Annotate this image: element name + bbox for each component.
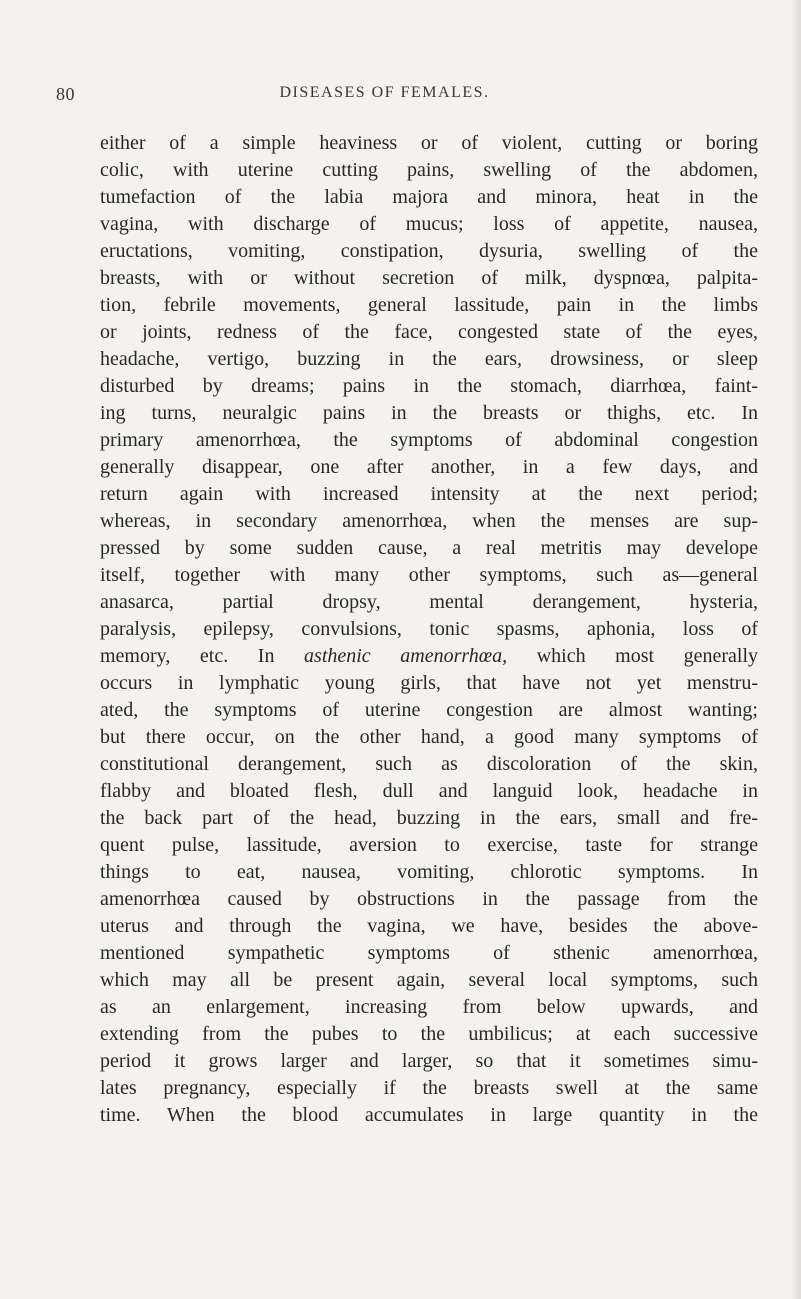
text-line: tumefaction of the labia majora and minora, heat in the bbox=[100, 186, 758, 208]
text-line: amenorrhœa caused by obstructions in the passage from the bbox=[100, 888, 758, 910]
italic-term: asthenic amenorrhœa, bbox=[304, 645, 508, 667]
text-line: period it grows larger and larger, so that it sometimes simu- bbox=[100, 1050, 758, 1072]
text-line: things to eat, nausea, vomiting, chlorotic symptoms. In bbox=[100, 861, 758, 883]
page-number: 80 bbox=[56, 84, 75, 104]
text-line: eructations, vomiting, constipation, dysuria, swelling of the bbox=[100, 240, 758, 262]
text-line: disturbed by dreams; pains in the stomach, diarrhœa, faint- bbox=[100, 375, 758, 397]
running-title: DISEASES OF FEMALES. bbox=[279, 84, 490, 101]
text-line: headache, vertigo, buzzing in the ears, drowsiness, or sleep bbox=[100, 348, 758, 370]
text-line: quent pulse, lassitude, aversion to exercise, taste for strange bbox=[100, 834, 758, 856]
body-text bbox=[100, 130, 758, 1129]
text-line: but there occur, on the other hand, a good many symptoms of bbox=[100, 726, 758, 748]
text-line: flabby and bloated flesh, dull and languid look, headache in bbox=[100, 780, 758, 802]
text-line: constitutional derangement, such as discoloration of the skin, bbox=[100, 753, 758, 775]
text-line: vagina, with discharge of mucus; loss of appetite, nausea, bbox=[100, 213, 758, 235]
text-line: anasarca, partial dropsy, mental derangement, hysteria, bbox=[100, 591, 758, 613]
text-line: time. When the blood accumulates in large quantity in the bbox=[100, 1104, 758, 1126]
text-line: extending from the pubes to the umbilicus; at each successive bbox=[100, 1023, 758, 1045]
text-line: occurs in lymphatic young girls, that have not yet menstru- bbox=[100, 672, 758, 694]
text-line: uterus and through the vagina, we have, besides the above- bbox=[100, 915, 758, 937]
text-line: whereas, in secondary amenorrhœa, when the menses are sup- bbox=[100, 510, 758, 532]
page-header bbox=[56, 84, 751, 112]
text-line: generally disappear, one after another, in a few days, and bbox=[100, 456, 758, 478]
page-edge-shadow bbox=[791, 0, 801, 1299]
text-line: ing turns, neuralgic pains in the breasts or thighs, etc. In bbox=[100, 402, 758, 424]
text-line: colic, with uterine cutting pains, swelling of the abdomen, bbox=[100, 159, 758, 181]
text-line: the back part of the head, buzzing in the ears, small and fre- bbox=[100, 807, 758, 829]
text-line: itself, together with many other symptoms, such as—general bbox=[100, 564, 758, 586]
text-line: pressed by some sudden cause, a real metritis may develope bbox=[100, 537, 758, 559]
text-line: ated, the symptoms of uterine congestion are almost wanting; bbox=[100, 699, 758, 721]
text-line: or joints, redness of the face, congested state of the eyes, bbox=[100, 321, 758, 343]
text-line: paralysis, epilepsy, convulsions, tonic spasms, aphonia, loss of bbox=[100, 618, 758, 640]
text-line: mentioned sympathetic symptoms of sthenic amenorrhœa, bbox=[100, 942, 758, 964]
text-line: as an enlargement, increasing from below upwards, and bbox=[100, 996, 758, 1018]
text-line: lates pregnancy, especially if the breasts swell at the same bbox=[100, 1077, 758, 1099]
text-span: which most generally bbox=[507, 645, 758, 667]
text-line: which may all be present again, several local symptoms, such bbox=[100, 969, 758, 991]
text-line: return again with increased intensity at the next period; bbox=[100, 483, 758, 505]
text-line: breasts, with or without secretion of milk, dyspnœa, palpita- bbox=[100, 267, 758, 289]
text-line: either of a simple heaviness or of violent, cutting or boring bbox=[100, 132, 758, 154]
text-span: memory, etc. In bbox=[100, 645, 305, 667]
text-line: tion, febrile movements, general lassitude, pain in the limbs bbox=[100, 294, 758, 316]
text-line: primary amenorrhœa, the symptoms of abdominal congestion bbox=[100, 429, 758, 451]
text-line bbox=[100, 643, 758, 670]
